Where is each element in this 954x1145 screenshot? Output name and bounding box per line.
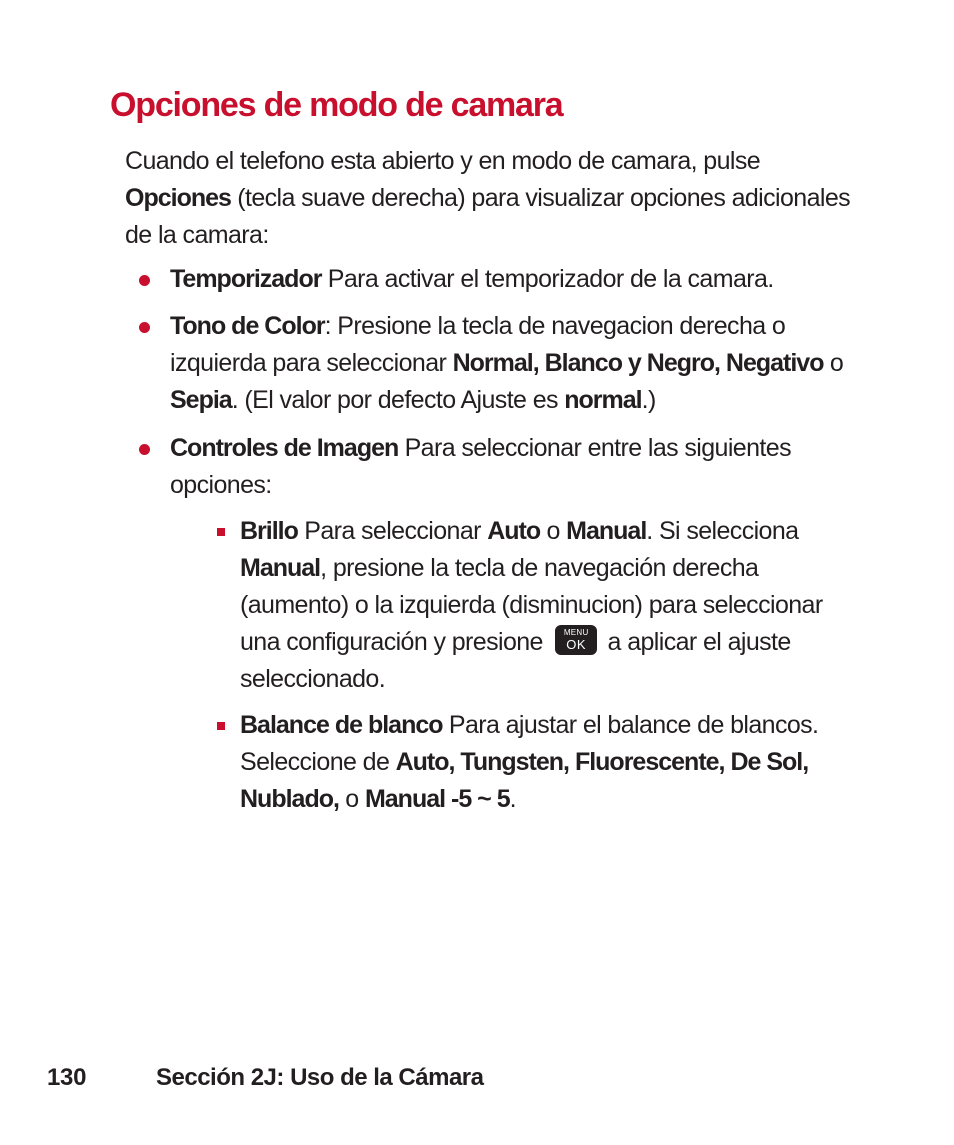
bullet-controles-de-imagen xyxy=(170,430,860,504)
option-value: Manual xyxy=(240,554,321,582)
sub-bullet-text: , presione la tecla de navegación derecha (aumento) o la izquierda (disminucion) para seleccionar una configuración y presione xyxy=(240,554,823,656)
bullet-text: Para seleccionar entre las siguientes opciones: xyxy=(170,434,791,499)
bullet-text: .) xyxy=(641,386,656,414)
bullet-dot-icon xyxy=(139,275,150,286)
page-title: Opciones de modo de camara xyxy=(110,86,563,124)
intro-text-before: Cuando el telefono esta abierto y en modo de camara, pulse xyxy=(125,147,761,175)
bullet-dot-icon xyxy=(139,322,150,333)
bullet-term: Tono de Color xyxy=(170,312,325,340)
sub-bullet-text: Para seleccionar xyxy=(297,517,488,545)
bullet-term: Temporizador xyxy=(170,265,322,293)
intro-paragraph xyxy=(125,143,865,254)
option-value: Auto xyxy=(487,517,541,545)
ok-key-label: OK xyxy=(566,637,587,653)
intro-bold-opciones: Opciones xyxy=(125,184,231,212)
sub-bullet-text: o xyxy=(338,785,365,813)
sub-bullet-text: . Si selecciona xyxy=(646,517,799,545)
section-title: Sección 2J: Uso de la Cámara xyxy=(156,1064,484,1091)
option-value: normal xyxy=(564,386,642,414)
menu-key-label: MENU xyxy=(563,628,589,638)
bullet-tono-de-color xyxy=(170,308,860,419)
sub-bullet-text: o xyxy=(540,517,567,545)
bullet-text: . (El valor por defecto Ajuste es xyxy=(231,386,565,414)
sub-bullet-square-icon xyxy=(217,722,225,730)
sub-bullet-text: a aplicar el ajuste seleccionado. xyxy=(240,628,791,693)
bullet-text: Para activar el temporizador de la camara. xyxy=(321,265,774,293)
page-number: 130 xyxy=(47,1064,87,1091)
sub-bullet-term: Balance de blanco xyxy=(240,711,443,739)
option-value: Sepia xyxy=(170,386,232,414)
bullet-text: o xyxy=(823,349,844,377)
option-value: Manual -5 ~ 5 xyxy=(364,785,510,813)
sub-bullet-square-icon xyxy=(217,528,225,536)
sub-bullet-text: . xyxy=(509,785,516,813)
option-value: Manual xyxy=(566,517,647,545)
bullet-temporizador xyxy=(170,261,860,298)
bullet-term: Controles de Imagen xyxy=(170,434,399,462)
sub-bullet-term: Brillo xyxy=(240,517,298,545)
intro-text-after: (tecla suave derecha) para visualizar opciones adicionales de la camara: xyxy=(125,184,851,249)
option-value: Auto, Tungsten, Fluorescente, De Sol, Nublado, xyxy=(240,748,809,813)
bullet-dot-icon xyxy=(139,444,150,455)
sub-bullet-brillo xyxy=(240,513,865,698)
bullet-text: : Presione la tecla de navegacion derecha o izquierda para seleccionar xyxy=(170,312,786,377)
sub-bullet-balance-de-blanco xyxy=(240,707,865,818)
menu-ok-key-icon xyxy=(555,625,597,655)
option-value: Normal, Blanco y Negro, Negativo xyxy=(452,349,824,377)
sub-bullet-text: Para ajustar el balance de blancos. Seleccione de xyxy=(240,711,819,776)
